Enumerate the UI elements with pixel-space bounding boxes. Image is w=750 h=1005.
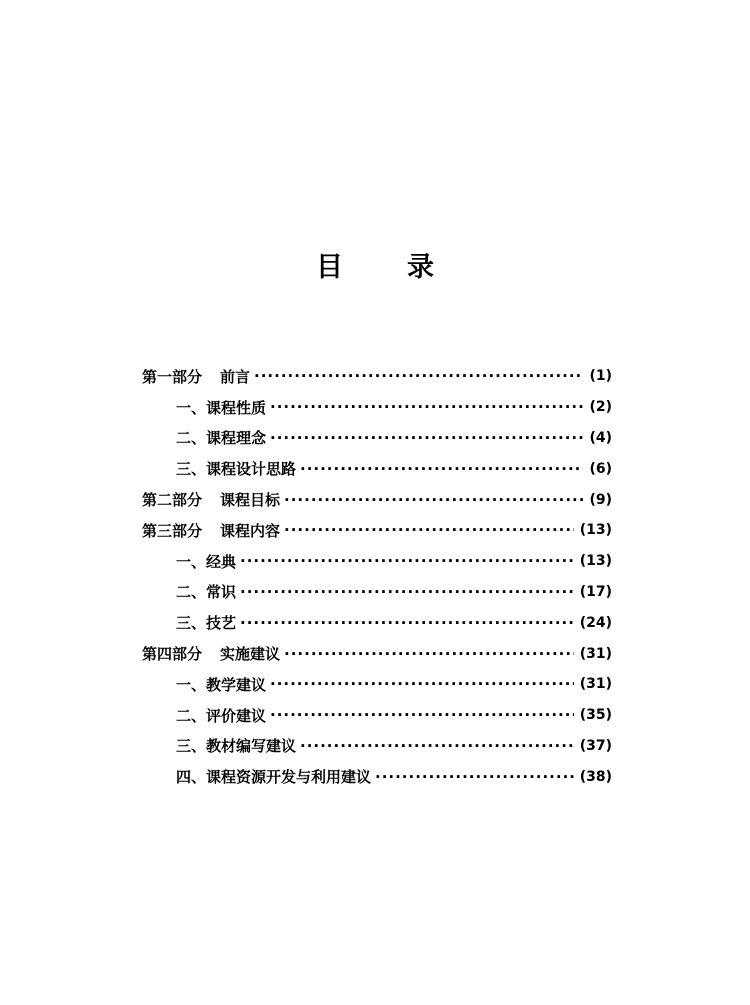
toc-entry-name: 课程目标: [220, 491, 281, 510]
toc-leader-dots: [300, 459, 583, 479]
toc-entry[interactable]: [142, 392, 612, 423]
toc-entry[interactable]: [142, 423, 612, 454]
toc-leader-dots: [240, 613, 574, 633]
toc-entry[interactable]: [142, 453, 612, 484]
toc-entry-label: [142, 643, 284, 664]
toc-entry[interactable]: [142, 638, 612, 669]
toc-entry-label: [142, 366, 254, 387]
toc-entry[interactable]: [142, 669, 612, 700]
toc-entry[interactable]: [142, 761, 612, 792]
toc-entry-name: 一、课程性质: [176, 398, 267, 417]
toc-entry[interactable]: [142, 577, 612, 608]
toc-leader-dots: [284, 520, 574, 540]
toc-entry-label: [176, 612, 240, 633]
toc-leader-dots: [240, 582, 574, 602]
toc-leader-dots: [240, 551, 574, 571]
toc-entry-page: (31): [579, 645, 612, 662]
toc-entry-page: (38): [579, 768, 612, 785]
toc-entry-name: 二、课程理念: [176, 429, 267, 448]
toc-entry-part: 第一部分: [142, 367, 203, 386]
toc-entry-label: [142, 520, 284, 541]
toc-entry[interactable]: [142, 731, 612, 762]
toc-entry-page: (4): [589, 429, 612, 446]
toc-entry-label: [176, 674, 270, 695]
toc-entry[interactable]: [142, 361, 612, 392]
toc-entry[interactable]: [142, 484, 612, 515]
toc-entry[interactable]: [142, 700, 612, 731]
toc-entry-name: 一、经典: [176, 552, 237, 571]
toc-entry-label: [176, 427, 270, 448]
toc-entry-label: [176, 397, 270, 418]
toc-entry-page: (13): [579, 553, 612, 570]
toc-entry-page: (2): [589, 399, 612, 416]
toc-entry-label: [176, 458, 300, 479]
toc-entry-page: (1): [589, 368, 612, 385]
toc-entry[interactable]: [142, 515, 612, 546]
toc-entry-part: 第四部分: [142, 645, 203, 664]
toc-leader-dots: [270, 705, 574, 725]
toc-entry-name: 四、课程资源开发与利用建议: [176, 768, 372, 787]
toc-entry-name: 一、教学建议: [176, 675, 267, 694]
toc-entry-page: (13): [579, 522, 612, 539]
toc-entry-page: (35): [579, 707, 612, 724]
toc-entry-name: 实施建议: [220, 645, 281, 664]
toc-entry[interactable]: [142, 546, 612, 577]
toc-leader-dots: [270, 428, 583, 448]
toc-entry-name: 二、评价建议: [176, 706, 267, 725]
toc-entry[interactable]: [142, 607, 612, 638]
toc-entry-label: [176, 705, 270, 726]
toc-title: [0, 248, 750, 288]
toc-entry-label: [176, 735, 300, 756]
toc-entry-page: (24): [579, 614, 612, 631]
toc-leader-dots: [284, 490, 583, 510]
toc-entry-label: [142, 489, 284, 510]
toc-leader-dots: [254, 366, 583, 386]
toc-leader-dots: [300, 736, 574, 756]
toc-leader-dots: [284, 644, 574, 664]
toc-leader-dots: [270, 674, 574, 694]
table-of-contents: [142, 361, 612, 792]
toc-entry-page: (37): [579, 737, 612, 754]
toc-entry-name: 二、常识: [176, 583, 237, 602]
toc-entry-page: (6): [589, 460, 612, 477]
toc-entry-name: 课程内容: [220, 521, 281, 540]
toc-entry-name: 三、教材编写建议: [176, 737, 297, 756]
toc-leader-dots: [375, 767, 574, 787]
toc-entry-name: 前言: [220, 367, 251, 386]
toc-entry-name: 三、技艺: [176, 614, 237, 633]
toc-entry-page: (17): [579, 583, 612, 600]
toc-entry-label: [176, 766, 375, 787]
toc-leader-dots: [270, 397, 583, 417]
toc-title-char-1: 目: [316, 252, 343, 283]
toc-entry-label: [176, 581, 240, 602]
toc-entry-part: 第三部分: [142, 521, 203, 540]
toc-entry-part: 第二部分: [142, 491, 203, 510]
toc-title-char-2: 录: [407, 252, 434, 283]
toc-entry-page: (31): [579, 676, 612, 693]
toc-entry-name: 三、课程设计思路: [176, 460, 297, 479]
toc-entry-page: (9): [589, 491, 612, 508]
toc-entry-label: [176, 551, 240, 572]
